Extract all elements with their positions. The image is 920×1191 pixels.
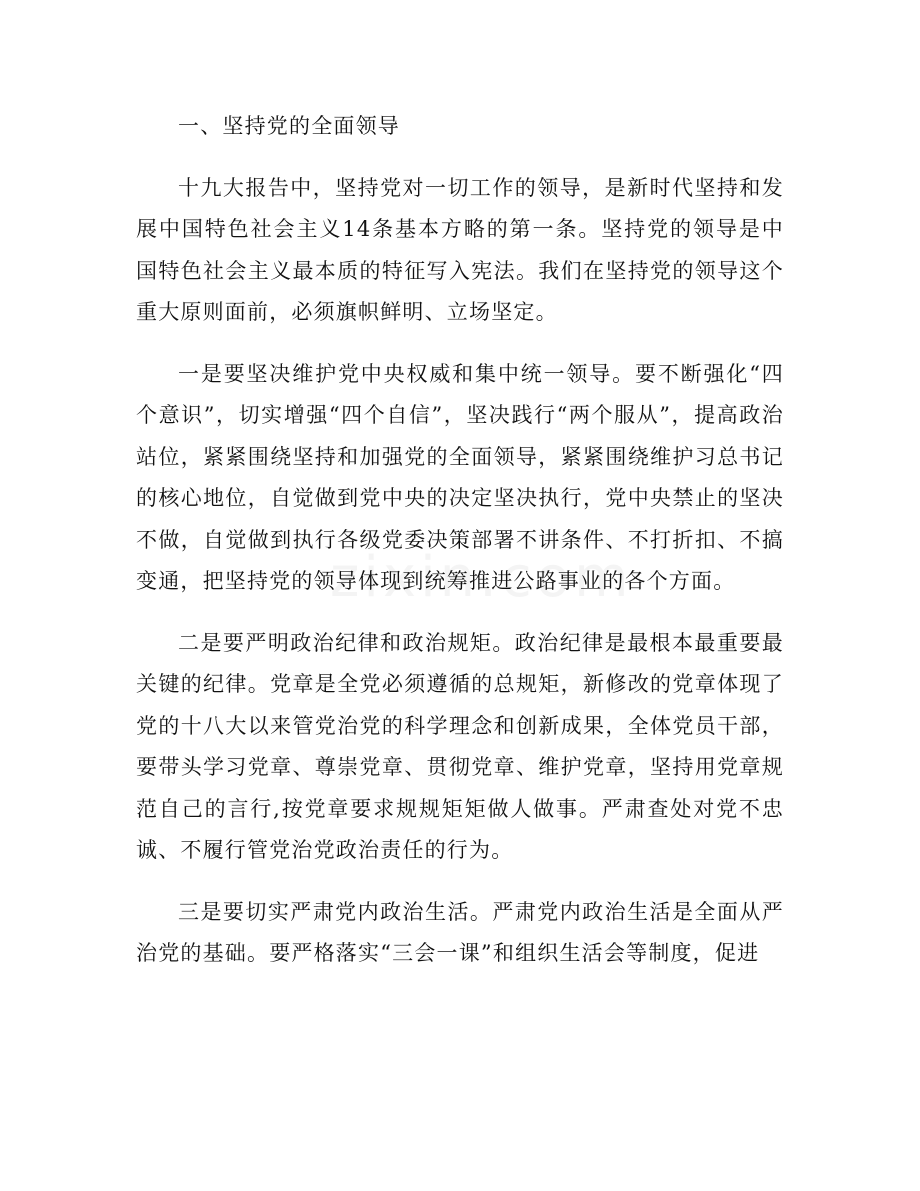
document-body [136, 106, 784, 975]
section-heading: 一、坚持党的全面领导 [178, 114, 400, 138]
paragraph-point-three: 三是要切实严肃党内政治生活。严肃党内政治生活是全面从严治党的基础。要严格落实“三会一课”和组织生活会等制度，促进 [136, 899, 784, 965]
paragraph-point-two: 二是要严明政治纪律和政治规矩。政治纪律是最根本最重要最关键的纪律。党章是全党必须遵循的总规矩，新修改的党章体现了党的十八大以来管党治党的科学理念和创新成果，全体党员干部，要带头学习党章、尊崇党章、贯彻党章、维护党章，坚持用党章规范自己的言行,按党章要求规规矩矩做人做事。严肃查处对党不忠诚、不履行管党治党政治责任的行为。 [136, 630, 784, 862]
paragraph-intro: 十九大报告中，坚持党对一切工作的领导，是新时代坚持和发展中国特色社会主义14条基本方略的第一条。坚持党的领导是中国特色社会主义最本质的特征写入宪法。我们在坚持党的领导这个重大原则面前，必须旗帜鲜明、立场坚定。 [136, 175, 784, 324]
paragraph-point-one: 一是要坚决维护党中央权威和集中统一领导。要不断强化“四个意识”，切实增强“四个自信”，坚决践行“两个服从”，提高政治站位，紧紧围绕坚持和加强党的全面领导，紧紧围绕维护习总书记的核心地位，自觉做到党中央的决定坚决执行，党中央禁止的坚决不做，自觉做到执行各级党委决策部署不讲条件、不打折扣、不搞变通，把坚持党的领导体现到统筹推进公路事业的各个方面。 [136, 361, 784, 593]
